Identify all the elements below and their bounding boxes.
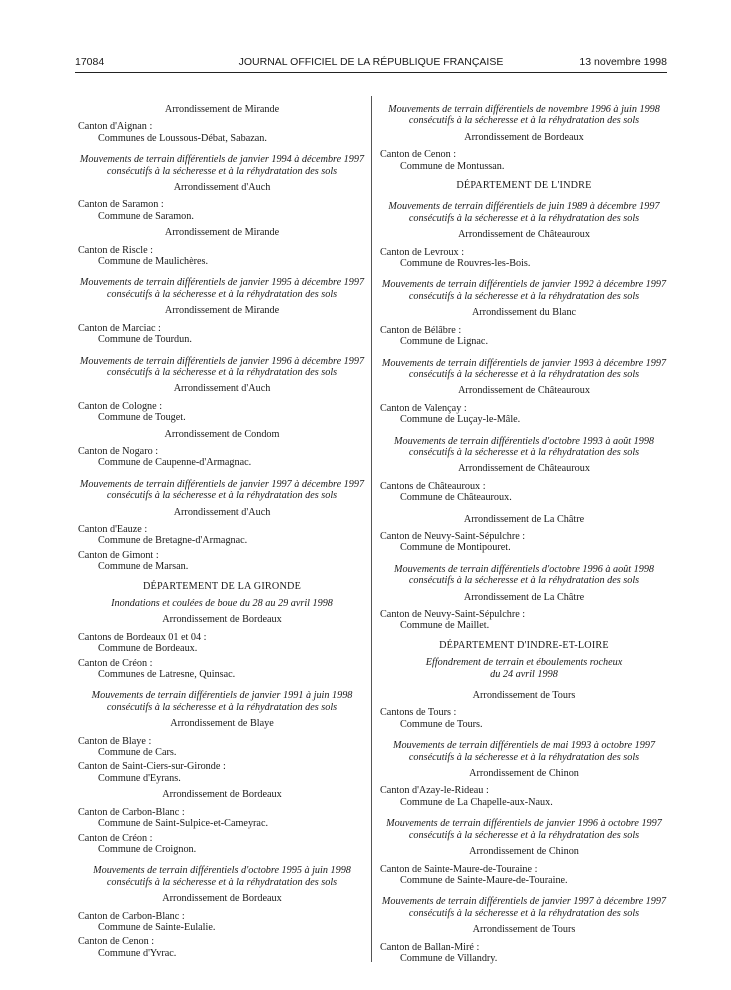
canton-label: Canton de Cologne : [78,400,163,412]
event-heading-line: consécutifs à la sécheresse et à la réhydratation des sols [408,751,640,763]
commune-label: Commune de Lignac. [400,336,488,348]
commune-label: Commune de Caupenne-d'Armagnac. [98,457,252,469]
event-heading [380,201,668,224]
department-heading: DÉPARTEMENT DE LA GIRONDE [142,580,302,592]
canton-label: Cantons de Bordeaux 01 et 04 : [78,631,207,643]
event-heading-line: consécutifs à la sécheresse et à la réhydratation des sols [106,701,338,713]
commune-label: Commune de Maillet. [400,620,490,632]
event-heading-line: Mouvements de terrain différentiels de janvier 1996 à octobre 1997 [386,818,662,830]
commune-label: Commune de Tours. [400,718,483,730]
commune-label: Commune de Sainte-Eulalie. [98,921,216,933]
canton-label: Cantons de Tours : [380,707,457,719]
event-heading [380,564,668,587]
canton-label: Canton de Saint-Ciers-sur-Gironde : [78,761,226,773]
event-heading-line: Mouvements de terrain différentiels de janvier 1995 à décembre 1997 [79,277,365,289]
arrondissement-heading: Arrondissement de La Châtre [463,513,585,525]
commune-label: Commune de Montipouret. [400,542,511,554]
canton-label: Canton de Valençay : [380,402,467,414]
event-heading [380,279,668,302]
canton-label: Canton de Nogaro : [78,445,159,457]
department-heading: DÉPARTEMENT DE L'INDRE [456,180,592,192]
arrondissement-heading: Arrondissement de Chinon [469,846,579,858]
event-heading [78,865,366,888]
department-heading: DÉPARTEMENT D'INDRE-ET-LOIRE [439,639,609,651]
page-header [75,56,667,72]
event-heading [380,104,668,127]
commune-label: Commune de La Chapelle-aux-Naux. [400,796,553,808]
commune-label: Communes de Latresne, Quinsac. [98,669,236,681]
event-heading-line: consécutifs à la sécheresse et à la réhydratation des sols [408,212,640,224]
event-heading [78,154,366,177]
commune-label: Commune de Montussan. [400,160,505,172]
column-divider [371,96,372,962]
commune-label: Commune de Sainte-Maure-de-Touraine. [400,874,568,886]
commune-label: Commune de Villandry. [400,952,498,964]
commune-label: Commune de Marsan. [98,561,189,573]
event-heading-line: consécutifs à la sécheresse et à la réhydratation des sols [408,290,640,302]
arrondissement-heading: Arrondissement de Chinon [469,768,579,780]
commune-label: Commune de Luçay-le-Mâle. [400,414,521,426]
canton-label: Canton de Ballan-Miré : [380,941,480,953]
event-heading-line: consécutifs à la sécheresse et à la réhydratation des sols [408,907,640,919]
event-heading-line: Mouvements de terrain différentiels de janvier 1993 à décembre 1997 [381,357,667,369]
commune-label: Commune de Saramon. [98,210,194,222]
arrondissement-heading: Arrondissement de Tours [472,924,576,936]
arrondissement-heading: Arrondissement de La Châtre [463,591,585,603]
arrondissement-heading: Arrondissement du Blanc [471,307,577,319]
commune-label: Commune de Croignon. [98,843,197,855]
event-heading-line: Effondrement de terrain et éboulements rocheux [425,657,623,669]
arrondissement-heading: Arrondissement de Bordeaux [464,131,584,143]
canton-label: Canton de Créon : [78,657,153,669]
event-heading [380,896,668,919]
event-heading [380,358,668,381]
event-heading-line: consécutifs à la sécheresse et à la réhydratation des sols [408,829,640,841]
commune-label: Commune de Bretagne-d'Armagnac. [98,535,248,547]
issue-date: 13 novembre 1998 [579,56,667,68]
event-heading-line: consécutifs à la sécheresse et à la réhydratation des sols [106,288,338,300]
journal-title: JOURNAL OFFICIEL DE LA RÉPUBLIQUE FRANÇAISE [238,56,504,68]
event-heading-line: consécutifs à la sécheresse et à la réhydratation des sols [408,368,640,380]
event-heading-line: consécutifs à la sécheresse et à la réhydratation des sols [106,366,338,378]
right-column [380,104,668,967]
event-heading-line: Mouvements de terrain différentiels de mai 1993 à octobre 1997 [392,740,656,752]
event-heading-line: consécutifs à la sécheresse et à la réhydratation des sols [408,575,640,587]
canton-label: Canton d'Aignan : [78,121,153,133]
event-heading-line: consécutifs à la sécheresse et à la réhydratation des sols [106,490,338,502]
event-heading [78,277,366,300]
commune-label: Commune de Châteauroux. [400,492,512,504]
arrondissement-heading: Arrondissement de Châteauroux [458,463,590,475]
canton-label: Canton de Marciac : [78,322,161,334]
canton-label: Canton de Carbon-Blanc : [78,806,185,818]
commune-label: Commune de Saint-Sulpice-et-Cameyrac. [98,818,269,830]
canton-label: Canton de Neuvy-Saint-Sépulchre : [380,530,526,542]
arrondissement-heading: Arrondissement de Bordeaux [162,614,282,626]
event-heading-line: consécutifs à la sécheresse et à la réhydratation des sols [106,165,338,177]
event-heading-line: consécutifs à la sécheresse et à la réhydratation des sols [408,115,640,127]
canton-label: Canton d'Azay-le-Rideau : [380,785,489,797]
canton-label: Canton de Gimont : [78,549,159,561]
arrondissement-heading: Arrondissement de Mirande [164,227,280,239]
event-heading-line: Mouvements de terrain différentiels d'octobre 1993 à août 1998 [393,435,655,447]
commune-label: Communes de Loussous-Débat, Sabazan. [98,132,267,144]
arrondissement-heading: Arrondissement d'Auch [173,506,271,518]
commune-label: Commune d'Yvrac. [98,947,177,959]
commune-label: Commune de Tourdun. [98,334,192,346]
commune-label: Commune d'Eyrans. [98,772,181,784]
canton-label: Canton de Bélâbre : [380,324,462,336]
event-heading [78,690,366,713]
commune-label: Commune de Maulichères. [98,256,209,268]
event-heading-line: Mouvements de terrain différentiels d'octobre 1995 à juin 1998 [93,865,351,877]
event-heading-line: Mouvements de terrain différentiels de janvier 1991 à juin 1998 [91,690,353,702]
event-heading-line: consécutifs à la sécheresse et à la réhydratation des sols [106,876,338,888]
page-number: 17084 [75,56,105,68]
arrondissement-heading: Arrondissement de Châteauroux [458,385,590,397]
canton-label: Canton de Cenon : [380,149,457,161]
arrondissement-heading: Arrondissement de Mirande [164,305,280,317]
header-rule [75,72,667,73]
event-heading-line: Mouvements de terrain différentiels de novembre 1996 à juin 1998 [388,104,660,115]
arrondissement-heading: Arrondissement de Mirande [164,104,280,115]
canton-label: Canton de Levroux : [380,246,465,258]
event-heading-line: Mouvements de terrain différentiels de janvier 1996 à décembre 1997 [79,355,365,367]
canton-label: Canton de Saramon : [78,199,164,211]
event-heading-line: Mouvements de terrain différentiels de janvier 1994 à décembre 1997 [79,154,365,166]
event-heading-line: Inondations et coulées de boue du 28 au 29 avril 1998 [111,598,333,609]
event-heading [380,740,668,763]
canton-label: Canton de Sainte-Maure-de-Touraine : [380,863,538,875]
arrondissement-heading: Arrondissement de Blaye [170,718,274,730]
event-heading [78,598,366,609]
canton-label: Canton de Riscle : [78,244,153,256]
event-heading-line: du 24 avril 1998 [490,668,558,680]
event-heading [78,479,366,502]
canton-label: Cantons de Châteauroux : [380,480,486,492]
commune-label: Commune de Touget. [98,412,186,424]
event-heading-line: Mouvements de terrain différentiels de juin 1989 à décembre 1997 [388,201,660,213]
arrondissement-heading: Arrondissement de Condom [164,428,280,440]
canton-label: Canton d'Eauze : [78,523,148,535]
commune-label: Commune de Cars. [98,747,177,759]
event-heading-line: Mouvements de terrain différentiels de janvier 1997 à décembre 1997 [381,896,667,908]
event-heading-line: Mouvements de terrain différentiels de janvier 1997 à décembre 1997 [79,478,365,490]
event-heading [380,818,668,841]
event-heading-line: Mouvements de terrain différentiels de janvier 1992 à décembre 1997 [381,279,667,291]
event-heading [78,356,366,379]
arrondissement-heading: Arrondissement de Tours [472,690,576,702]
arrondissement-heading: Arrondissement de Bordeaux [162,893,282,905]
arrondissement-heading: Arrondissement de Bordeaux [162,789,282,801]
arrondissement-heading: Arrondissement de Châteauroux [458,229,590,241]
arrondissement-heading: Arrondissement d'Auch [173,182,271,194]
left-column [78,104,366,962]
canton-label: Canton de Neuvy-Saint-Sépulchre : [380,609,526,620]
event-heading [380,657,668,680]
event-heading-line: Mouvements de terrain différentiels d'octobre 1996 à août 1998 [393,563,655,575]
event-heading [380,436,668,459]
event-heading-line: consécutifs à la sécheresse et à la réhydratation des sols [408,446,640,458]
arrondissement-heading: Arrondissement d'Auch [173,383,271,395]
canton-label: Canton de Cenon : [78,936,155,948]
canton-label: Canton de Carbon-Blanc : [78,910,185,922]
canton-label: Canton de Blaye : [78,735,152,747]
canton-label: Canton de Créon : [78,832,153,844]
commune-label: Commune de Bordeaux. [98,643,198,655]
commune-label: Commune de Rouvres-les-Bois. [400,258,531,270]
